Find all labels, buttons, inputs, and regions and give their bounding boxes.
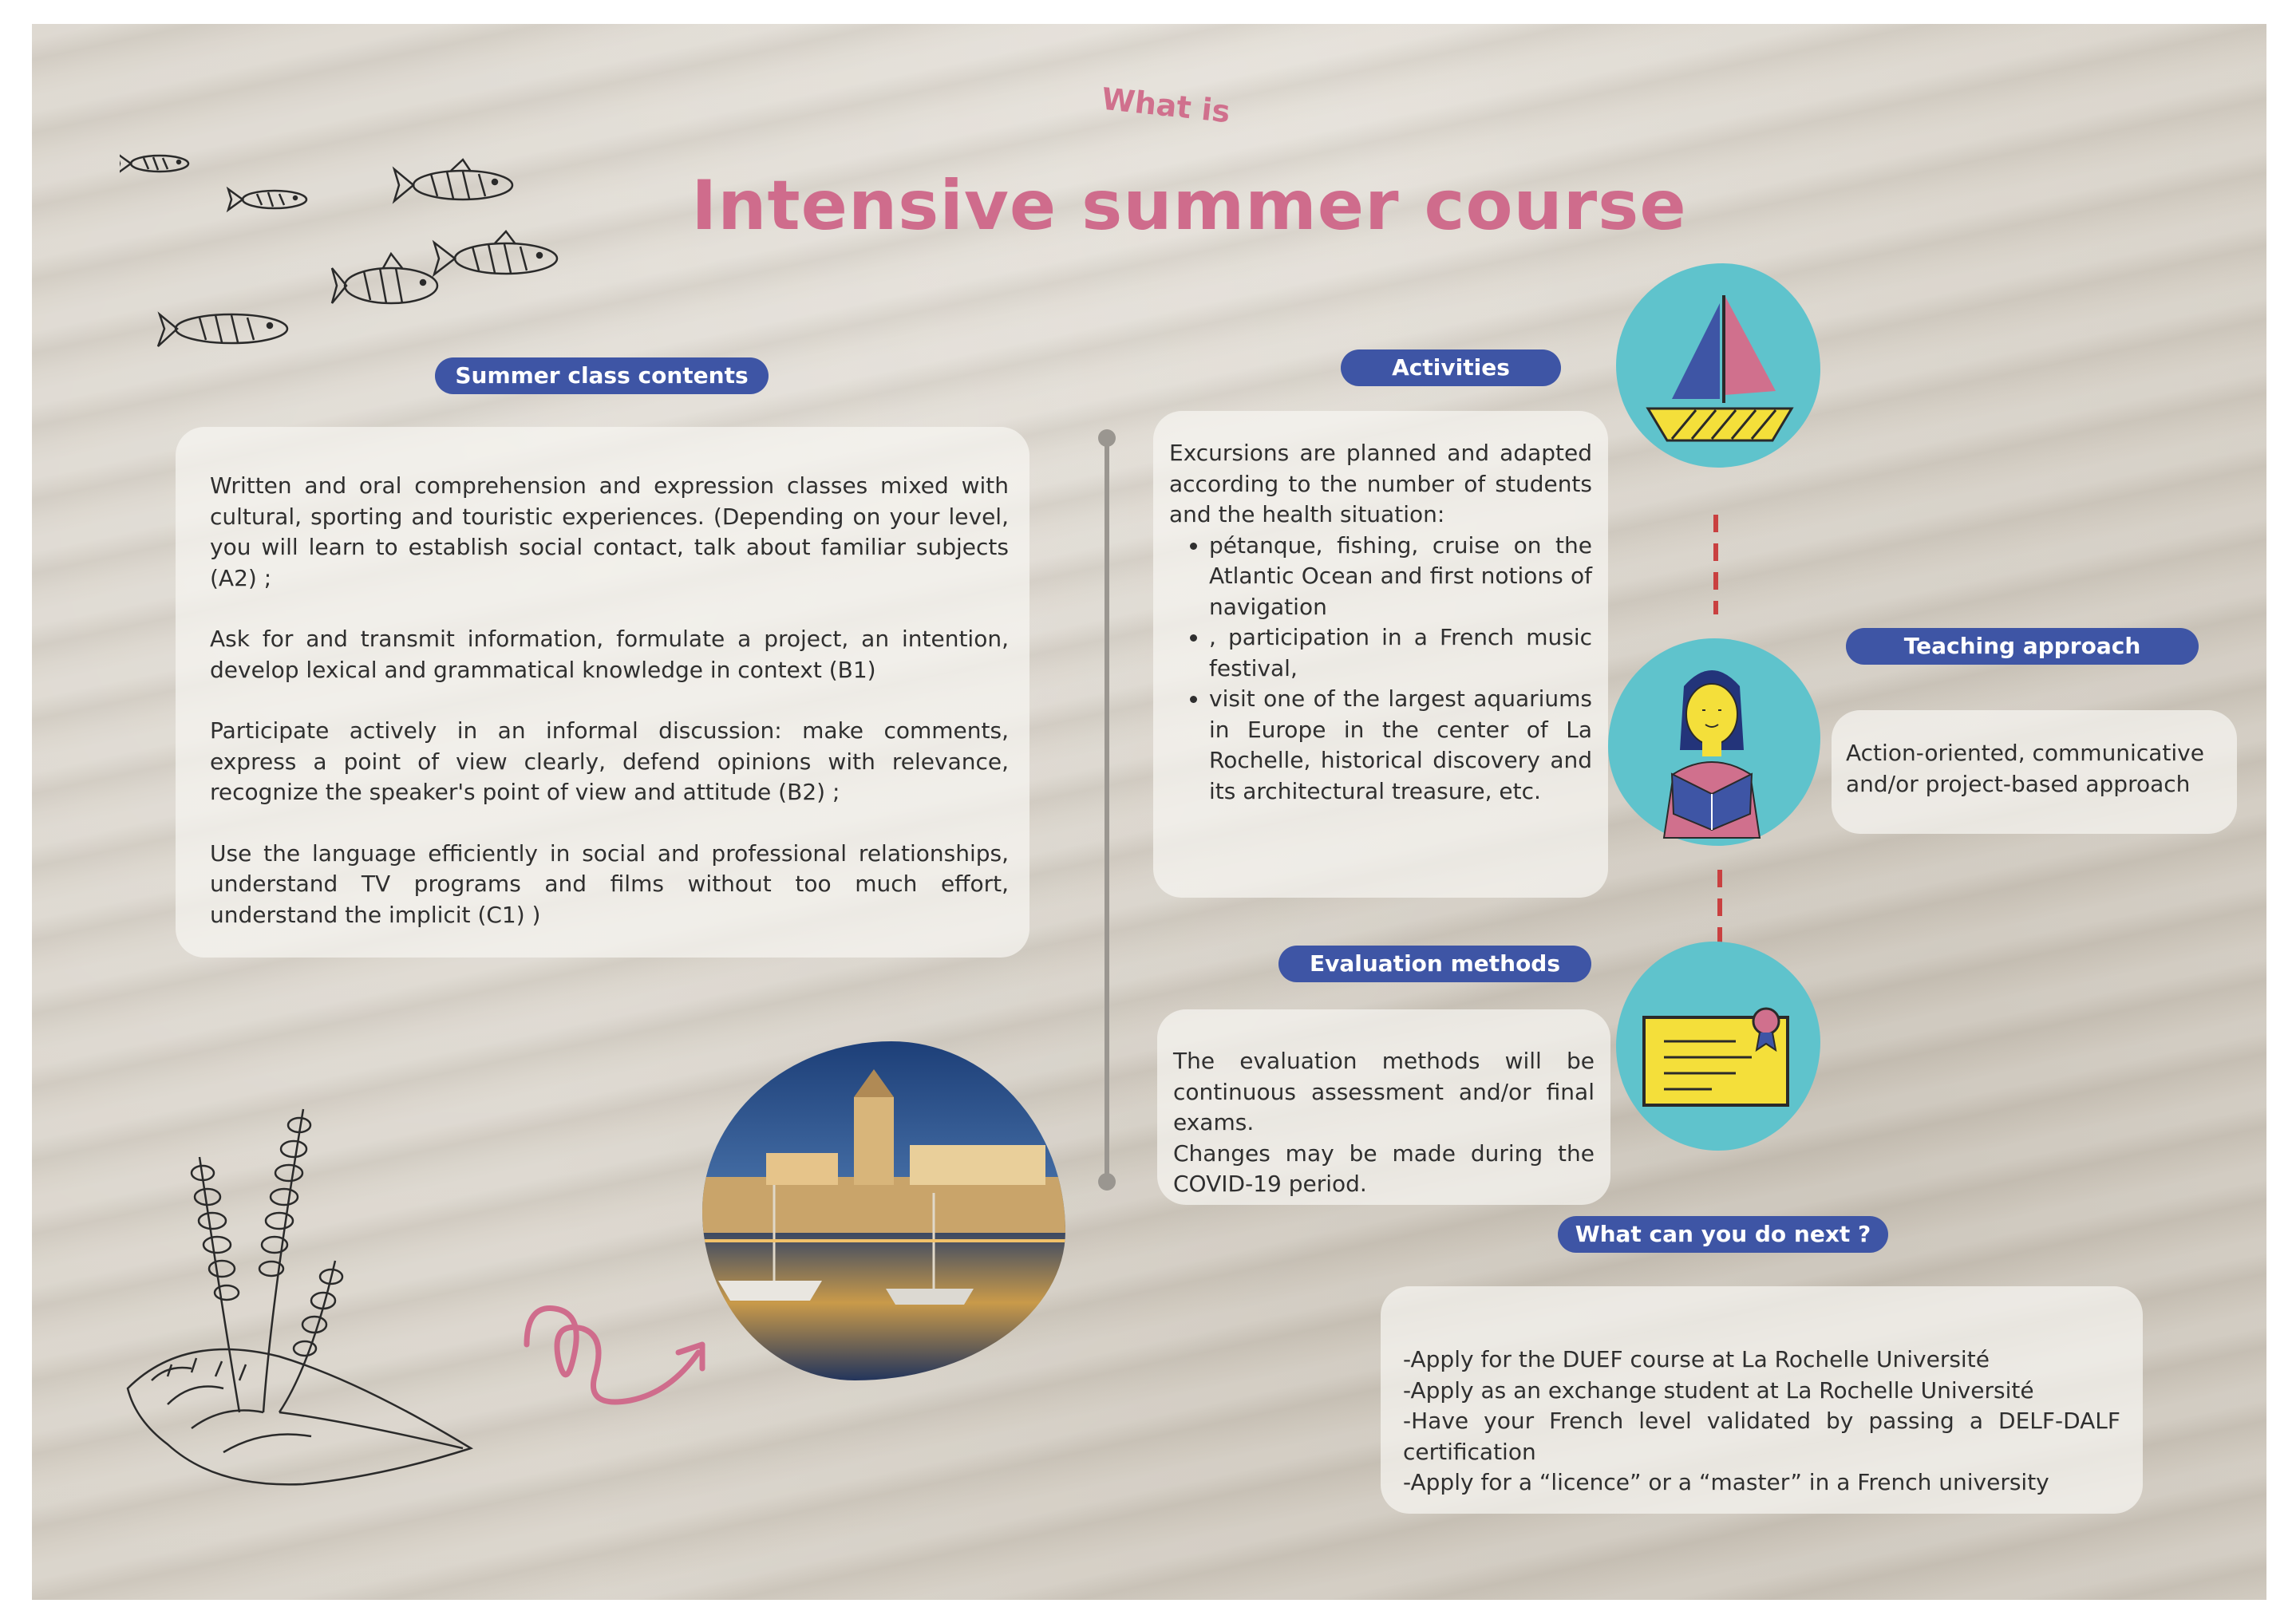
activities-list: [1169, 531, 1592, 808]
summer-contents-label: Summer class contents: [435, 357, 769, 394]
page-title: Intensive summer course: [691, 166, 1687, 246]
timeline-line: [1105, 431, 1109, 1181]
diploma-certificate-icon: [1616, 942, 1820, 1151]
next-label: What can you do next ?: [1558, 1216, 1888, 1253]
activities-label: Activities: [1341, 349, 1561, 386]
teaching-label: Teaching approach: [1846, 628, 2199, 665]
sailboat-circle: [1616, 263, 1820, 468]
activities-card: [1153, 411, 1608, 898]
activities-intro: Excursions are planned and adapted according to the number of students and the health situation:: [1169, 440, 1592, 527]
connector-dash-1: [1713, 515, 1718, 614]
teacher-circle: [1608, 638, 1820, 846]
next-line: -Apply as an exchange student at La Rochelle Université: [1403, 1376, 2034, 1404]
next-line: -Apply for the DUEF course at La Rochelle Université: [1403, 1346, 1990, 1372]
evaluation-label: Evaluation methods: [1278, 946, 1591, 982]
evaluation-line: Changes may be made during the COVID-19 period.: [1173, 1139, 1595, 1197]
certificate-circle: [1616, 942, 1820, 1151]
activities-item: • visit one of the largest aquariums in Europe in the center of La Rochelle, historical discovery and its architectural treasure, etc.: [1209, 684, 1592, 807]
teacher-reading-icon: [1608, 638, 1820, 846]
summer-contents-paragraph: Use the language efficiently in social and professional relationships, understand TV programs and films without too much effort, understand the implicit (C1) ): [210, 839, 1009, 928]
summer-contents-card: [176, 427, 1029, 958]
sailboat-icon: [1616, 263, 1820, 468]
next-line: -Have your French level validated by passing a DELF-DALF certification: [1403, 1408, 2120, 1465]
summer-contents-paragraph: Participate actively in an informal discussion: make comments, express a point of view clearly, defend opinions with relevance, recognize the speaker's point of view and attitude (B2) ;: [210, 717, 1009, 805]
poster-page: [32, 24, 2266, 1600]
curly-arrow-doodle: [519, 1289, 726, 1424]
seashell-doodle: [120, 1301, 479, 1500]
timeline-dot-top: [1098, 429, 1116, 447]
teaching-text: Action-oriented, communicative and/or project-based approach: [1846, 740, 2204, 797]
evaluation-line: The evaluation methods will be continuous assessment and/or final exams.: [1173, 1048, 1595, 1135]
activities-item: • pétanque, fishing, cruise on the Atlantic Ocean and first notions of navigation: [1209, 531, 1592, 623]
next-card: [1381, 1286, 2143, 1514]
timeline-dot-bottom: [1098, 1173, 1116, 1191]
la-rochelle-harbour-photo: [702, 1041, 1065, 1380]
summer-contents-paragraph: Ask for and transmit information, formulate a project, an intention, develop lexical and grammatical knowledge in context (B1): [210, 626, 1009, 683]
summer-contents-paragraph: Written and oral comprehension and expression classes mixed with cultural, sporting and touristic experiences. (Depending on your level, you will learn to establish social contact, talk about familiar subjects (A2) ;: [210, 472, 1009, 591]
next-line: -Apply for a “licence” or a “master” in a French university: [1403, 1469, 2049, 1495]
evaluation-card: [1157, 1009, 1610, 1205]
activities-item: • , participation in a French music festival,: [1209, 622, 1592, 684]
fish-school-doodle: [120, 120, 583, 383]
title-kicker: What is: [1100, 81, 1232, 130]
teaching-card: [1832, 710, 2237, 834]
